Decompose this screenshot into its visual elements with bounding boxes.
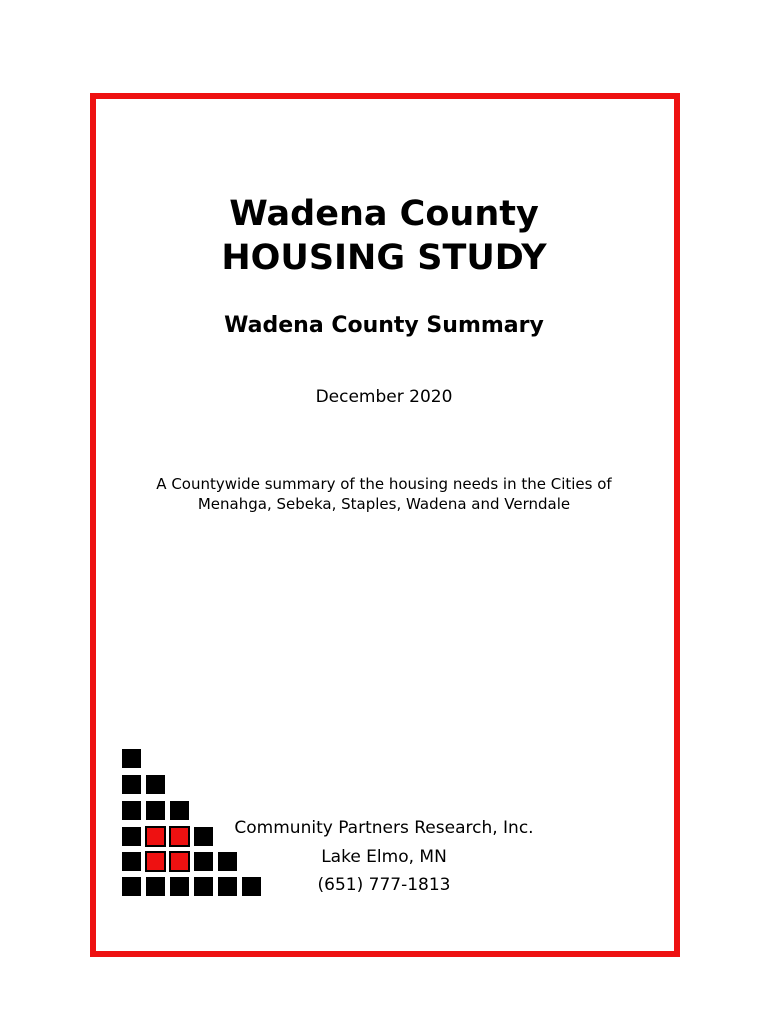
- company-phone: (651) 777-1813: [317, 875, 451, 895]
- company-city: Lake Elmo, MN: [321, 847, 447, 867]
- report-date: December 2020: [315, 387, 453, 407]
- title-line-1: Wadena County: [229, 194, 539, 234]
- title-line-2: HOUSING STUDY: [221, 238, 547, 278]
- description-line-2: Menahga, Sebeka, Staples, Wadena and Verndale: [197, 495, 571, 513]
- description-line-1: A Countywide summary of the housing needs in the Cities of: [156, 475, 612, 493]
- subtitle: Wadena County Summary: [224, 313, 544, 338]
- company-name: Community Partners Research, Inc.: [234, 818, 534, 838]
